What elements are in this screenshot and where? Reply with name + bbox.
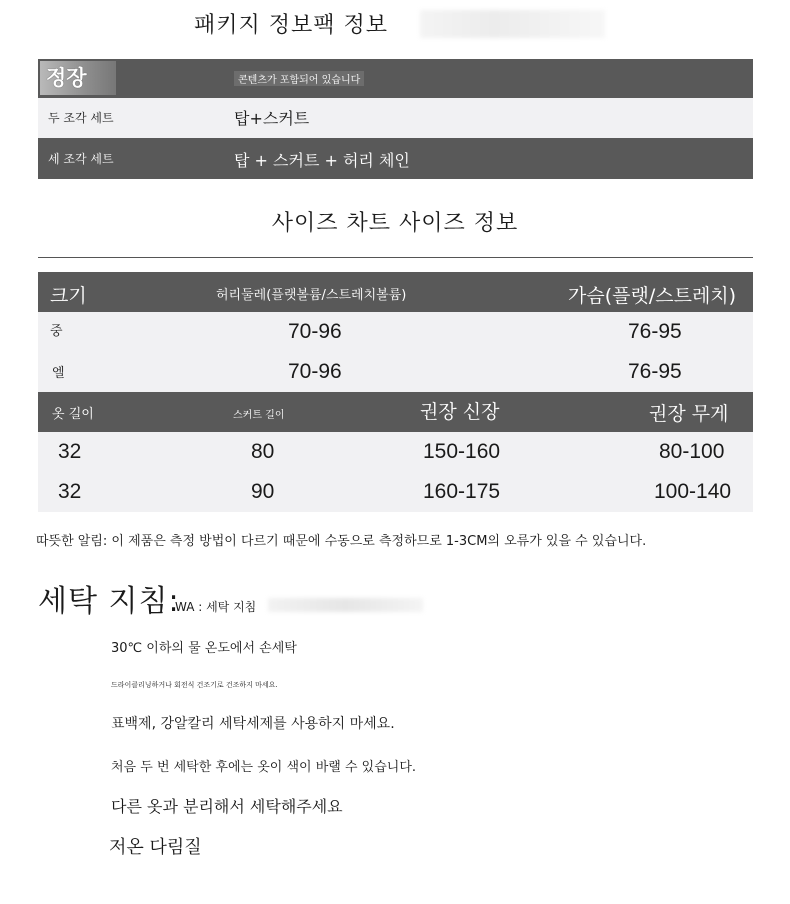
size-header-row	[38, 272, 753, 312]
size-cell: 중	[50, 324, 63, 339]
package-row-value: 탑 + 스커트 + 허리 체인	[234, 151, 410, 170]
length-cell: 32	[58, 480, 82, 503]
package-row-label: 두 조각 세트	[48, 111, 114, 125]
weight-cell: 100-140	[654, 480, 732, 503]
col-weight-header: 권장 무게	[649, 403, 729, 425]
watermark-smudge	[268, 598, 423, 612]
skirt-cell: 90	[251, 480, 275, 503]
col-chest-header: 가슴(플랫/스트레치)	[568, 285, 737, 307]
package-row-three-piece	[38, 138, 753, 179]
package-header-row	[38, 59, 753, 98]
table-row	[38, 432, 753, 472]
waist-cell: 70-96	[288, 360, 342, 383]
col-height-header: 권장 신장	[420, 401, 500, 423]
size-chart-title: 사이즈 차트 사이즈 정보	[271, 211, 519, 236]
height-cell: 160-175	[423, 480, 501, 503]
length-header-row	[38, 392, 753, 432]
package-table	[38, 59, 753, 179]
length-cell: 32	[58, 440, 82, 463]
washing-item: 저온 다림질	[109, 837, 202, 858]
measurement-notice: 따뜻한 알림: 이 제품은 측정 방법이 다르기 때문에 수동으로 측정하므로 1-3CM의 오류가 있을 수 있습니다.	[36, 534, 647, 549]
suit-badge: 정장	[40, 61, 116, 95]
divider	[38, 257, 753, 258]
size-table	[38, 272, 753, 512]
content-note: 콘텐츠가 포함되어 있습니다	[234, 71, 364, 86]
washing-item: 30℃ 이하의 물 온도에서 손세탁	[111, 641, 297, 656]
chest-cell: 76-95	[628, 360, 682, 383]
table-row	[38, 352, 753, 392]
package-info-title: 패키지 정보팩 정보	[194, 13, 389, 38]
washing-item: 다른 옷과 분리해서 세탁해주세요	[111, 797, 343, 816]
col-size-header: 크기	[50, 285, 87, 307]
skirt-cell: 80	[251, 440, 275, 463]
washing-item: 드라이클리닝하거나 회전식 건조기로 건조하지 마세요.	[111, 681, 278, 689]
waist-cell: 70-96	[288, 320, 342, 343]
chest-cell: 76-95	[628, 320, 682, 343]
col-length-header: 옷 길이	[52, 407, 94, 422]
watermark-smudge	[420, 10, 605, 38]
package-row-label: 세 조각 세트	[48, 152, 114, 166]
package-row-value: 탑+스커트	[234, 109, 310, 128]
table-row	[38, 472, 753, 512]
washing-title: 세탁 지침:	[38, 584, 180, 619]
washing-item: 표백제, 강알칼리 세탁세제를 사용하지 마세요.	[111, 716, 395, 732]
height-cell: 150-160	[423, 440, 501, 463]
col-waist-header: 허리둘레(플랫볼륨/스트레치볼륨)	[216, 288, 407, 303]
package-row-two-piece	[38, 98, 753, 138]
table-row	[38, 312, 753, 352]
col-skirt-header: 스커트 길이	[233, 410, 285, 421]
washing-subtitle: WA : 세탁 지침	[175, 600, 257, 614]
washing-item: 처음 두 번 세탁한 후에는 옷이 색이 바랠 수 있습니다.	[111, 760, 417, 775]
weight-cell: 80-100	[659, 440, 725, 463]
size-cell: 엘	[52, 366, 65, 381]
